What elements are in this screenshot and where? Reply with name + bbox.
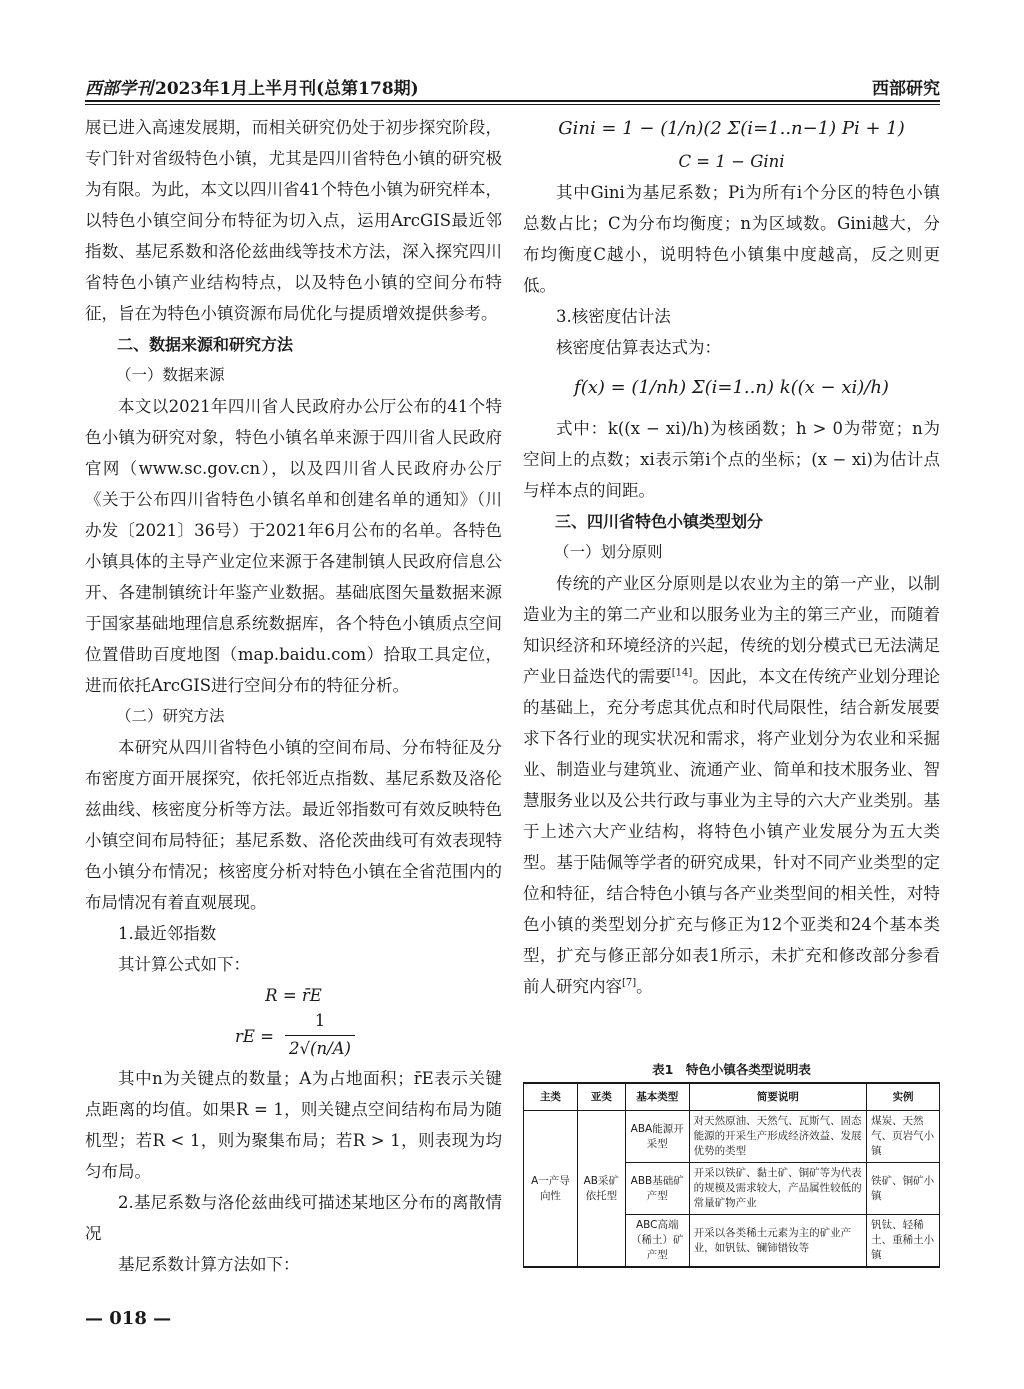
journal-logo: 西部学刊: [85, 79, 153, 99]
table-cell-basic-type: ABA能源开采型: [625, 1111, 689, 1163]
table-header-cell: 简要说明: [689, 1083, 866, 1111]
table-cell-example: 煤炭、天然气、页岩气小镇: [867, 1111, 940, 1163]
issue-label: 2023年1月上半月刊(总第178期): [155, 79, 419, 99]
table-cell-basic-type: ABC高端（稀土）矿产型: [625, 1215, 689, 1268]
page-number: — 018 —: [85, 1308, 172, 1329]
method-heading: 3.核密度估计法: [556, 307, 671, 326]
formula-denominator: 2√(n/A): [289, 1039, 351, 1058]
method-heading: 2.基尼系数与洛伦兹曲线可描述某地区分布的离散情况: [85, 1193, 502, 1243]
paragraph: 核密度估算表达式为：: [556, 338, 721, 357]
table-header-cell: 亚类: [577, 1083, 625, 1111]
table-header-row: [524, 1083, 940, 1111]
journal-issue: [85, 74, 419, 99]
formula-R: R = r̄E: [265, 986, 322, 1005]
header-rule: [85, 100, 940, 102]
formula-rE: [85, 1011, 502, 1063]
section-label: 西部研究: [872, 79, 940, 99]
paragraph: 式中：k((x − xi)/h)为核函数；h > 0为带宽；n为空间上的点数；xi表示第i个点的坐标；(x − xi)为估计点与样本点的间距。: [523, 419, 940, 500]
table-caption: 表1 特色小镇各类型说明表: [652, 1062, 811, 1077]
left-column: [85, 112, 502, 1280]
subsection-heading: （二）研究方法: [116, 707, 225, 725]
paragraph: 本研究从四川省特色小镇的空间布局、分布特征及分布密度方面开展探究，依托邻近点指数、基尼系数及洛伦兹曲线、核密度分析等方法。最近邻指数可有效反映特色小镇空间布局特征；基尼系数、洛伦茨曲线可有效表现特色小镇分布情况；核密度分析对特色小镇在全省范围内的布局情况有着直观展现。: [85, 738, 502, 912]
table-header-cell: 主类: [524, 1083, 578, 1111]
formula-lhs: rE =: [235, 1027, 275, 1046]
type-table: [523, 1082, 940, 1268]
paragraph: 其中n为关键点的数量；A为占地面积；r̄E表示关键点距离的均值。如果R = 1，则关键点空间结构布局为随机型；若R < 1，则为聚集布局；若R > 1，则表现为均匀布局。: [85, 1069, 502, 1181]
paragraph-text: 传统的产业区分原则是以农业为主的第一产业，以制造业为主的第二产业和以服务业为主的第三产业，而随着知识经济和环境经济的兴起，传统的划分模式已无法满足产业日益迭代的需要: [523, 574, 940, 686]
header-rule-thin: [85, 104, 940, 105]
table-cell-description: 开采以铁矿、黏土矿、铜矿等为代表的规模及需求较大，产品属性较低的常量矿物产业: [689, 1163, 866, 1215]
formula-C: C = 1 − Gini: [678, 152, 785, 171]
table-header-cell: 实例: [867, 1083, 940, 1111]
method-heading: 1.最近邻指数: [118, 924, 217, 943]
table-cell-example: 钒钛、轻稀土、重稀土小镇: [867, 1215, 940, 1268]
formula-kde: f(x) = (1/nh) Σ(i=1..n) k((x − xi)/h): [574, 377, 889, 398]
paragraph: 其计算公式如下：: [118, 955, 250, 974]
table-row: [524, 1111, 940, 1163]
right-column: [523, 112, 940, 1002]
table-cell-example: 铁矿、铜矿小镇: [867, 1163, 940, 1215]
paragraph: 其中Gini为基尼系数；Pi为所有i个分区的特色小镇总数占比；C为分布均衡度；n为区域数。Gini越大，分布均衡度C越小，说明特色小镇集中度越高，反之则更低。: [523, 183, 940, 295]
formula-gini: Gini = 1 − (1/n)(2 Σ(i=1..n−1) Pi + 1): [558, 118, 905, 139]
paragraph: 本文以2021年四川省人民政府办公厅公布的41个特色小镇为研究对象，特色小镇名单来源于四川省人民政府官网（www.sc.gov.cn），以及四川省人民政府办公厅《关于公布四川省特色小镇名单和创建名单的通知》（川办发〔2021〕36号）于2021年6月公布的名单。各特色小镇具体的主导产业定位来源于各建制镇人民政府信息公开、各建制镇统计年鉴产业数据。基础底图矢量数据来源于国家基础地理信息系统数据库，各个特色小镇质点空间位置借助百度地图（map.baidu.com）拾取工具定位，进而依托ArcGIS进行空间分布的特征分析。: [85, 397, 502, 695]
table-cell-main-class: A一产导向性: [524, 1111, 578, 1268]
formula-numerator: 1: [314, 1011, 326, 1030]
paragraph-text: 。因此，本文在传统产业划分理论的基础上，充分考虑其优点和时代局限性，结合新发展要求下各行业的现实状况和需求，将产业划分为农业和采掘业、制造业与建筑业、流通产业、简单和技术服务业、智慧服务业以及公共行政与事业为主导的六大产业类别。基于上述六大产业结构，将特色小镇产业发展分为五大类型。基于陆佩等学者的研究成果，针对不同产业类型的定位和特征，结合特色小镇与各产业类型间的相关性，对特色小镇的类型划分扩充与修正为12个亚类和24个基本类型，扩充与修正部分如表1所示，未扩充和修改部分参看前人研究内容: [523, 667, 941, 996]
table-cell-description: 对天然原油、天然气、瓦斯气、固态能源的开采生产形成经济效益、发展优势的类型: [689, 1111, 866, 1163]
citation-ref[interactable]: [7]: [622, 977, 637, 989]
paragraph: 展已进入高速发展期，而相关研究仍处于初步探究阶段，专门针对省级特色小镇，尤其是四川省特色小镇的研究极为有限。为此，本文以四川省41个特色小镇为研究样本，以特色小镇空间分布特征为切入点，运用ArcGIS最近邻指数、基尼系数和洛伦兹曲线等技术方法，深入探究四川省特色小镇产业结构特点，以及特色小镇的空间分布特征，旨在为特色小镇资源布局优化与提质增效提供参考。: [85, 118, 502, 323]
paragraph: [523, 568, 940, 1002]
subsection-heading: （一）划分原则: [554, 543, 663, 561]
paragraph-text: 。: [636, 977, 653, 996]
citation-ref[interactable]: [14]: [671, 667, 693, 679]
running-header: [85, 72, 940, 98]
subsection-heading: （一）数据来源: [116, 366, 225, 384]
table-header-cell: 基本类型: [625, 1083, 689, 1111]
section-heading: 二、数据来源和研究方法: [117, 335, 294, 354]
table-cell-sub-class: AB采矿依托型: [577, 1111, 625, 1268]
table-cell-description: 开采以各类稀土元素为主的矿业产业，如钒钛、镧铈镨钕等: [689, 1215, 866, 1268]
table-cell-basic-type: ABB基础矿产型: [625, 1163, 689, 1215]
paragraph: 基尼系数计算方法如下：: [118, 1255, 300, 1274]
section-heading: 三、四川省特色小镇类型划分: [555, 512, 764, 531]
